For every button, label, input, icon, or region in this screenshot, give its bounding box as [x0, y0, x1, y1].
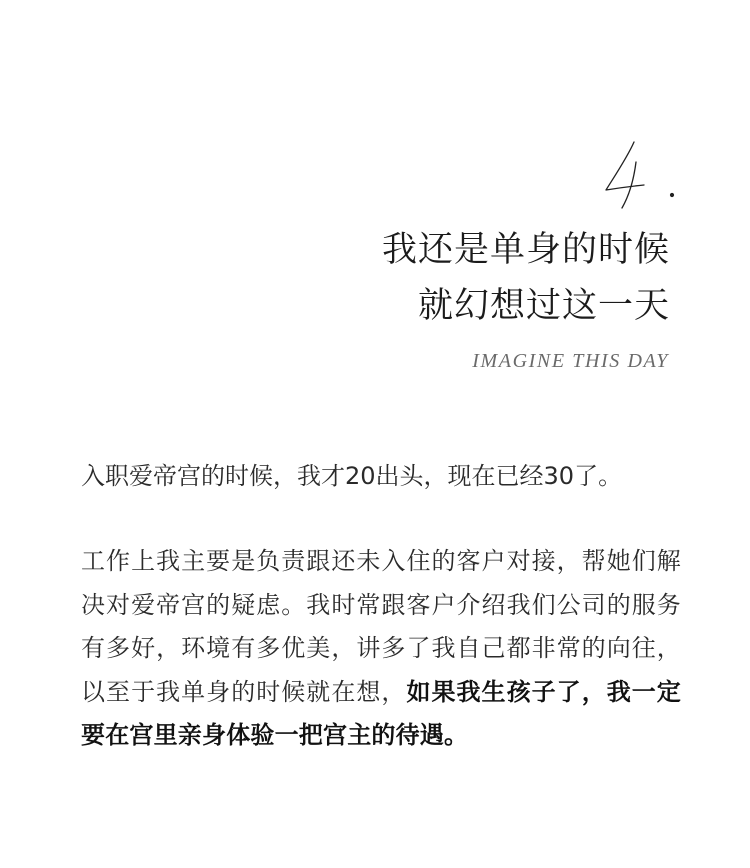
section-number-4-script-glyph: [600, 138, 680, 214]
heading-line-1: 我还是单身的时候: [381, 230, 670, 270]
heading-line-2: 就幻想过这一天: [417, 286, 670, 326]
page-heading: [382, 222, 670, 334]
intro-paragraph: 入职爱帝宫的时候，我才20出头，现在已经30了。: [81, 462, 623, 490]
english-subtitle: IMAGINE THIS DAY: [472, 350, 669, 372]
body-paragraph: [81, 540, 681, 758]
body-paragraph-emphasis: 如果我生孩子了，我一定要在宫里亲身体验一把宫主的待遇。: [81, 677, 681, 749]
body-paragraph-text: 工作上我主要是负责跟还未入住的客户对接，帮她们解决对爱帝宫的疑虑。我时常跟客户介绍我们公司的服务有多好，环境有多优美，讲多了我自己都非常的向往，以至于我单身的时候就在想，: [81, 547, 681, 706]
